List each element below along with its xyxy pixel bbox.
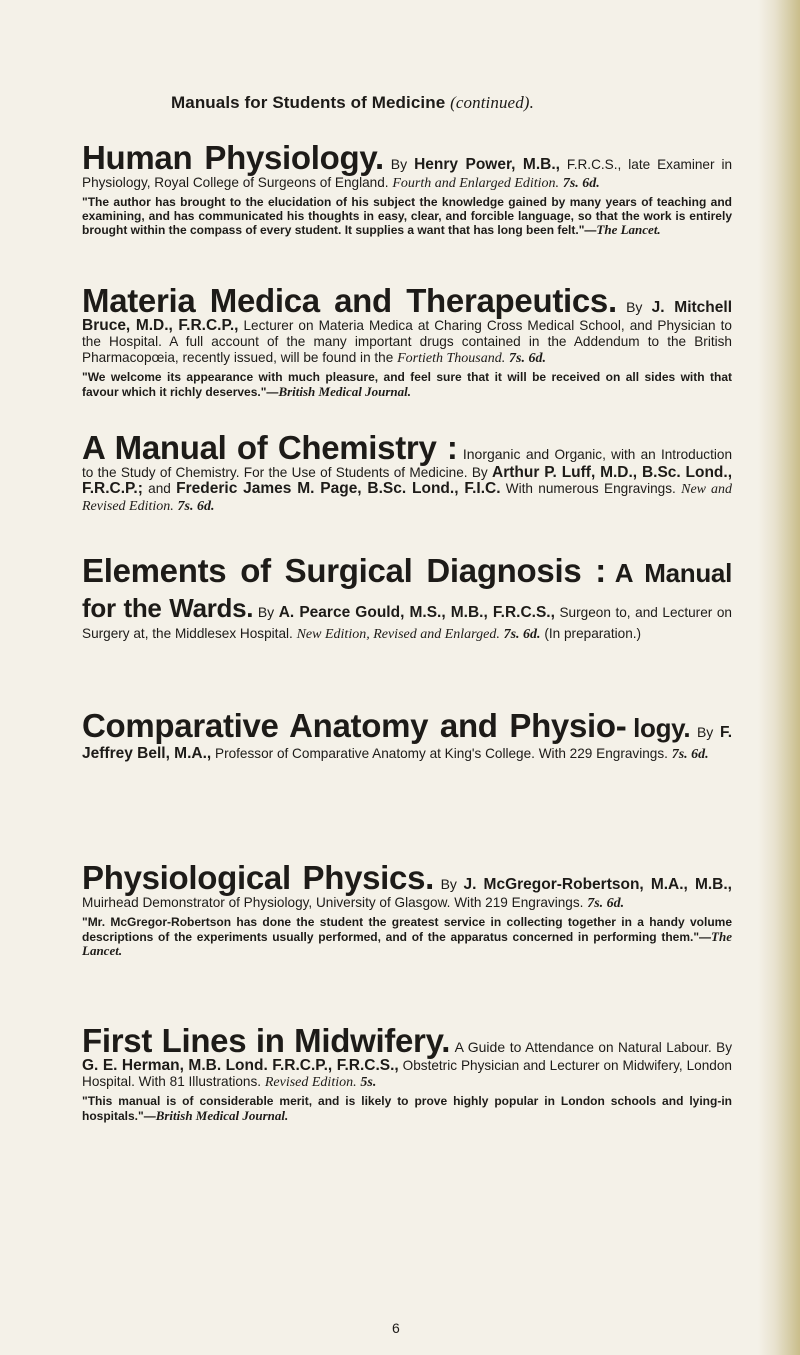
- entry-edition: Fortieth Thousand.: [397, 351, 506, 366]
- entry-details-2: With numerous Engravings.: [505, 481, 676, 496]
- entry-materia-medica: Materia Medica and Therapeutics. By J. Mitchell Bruce, M.D., F.R.C.P., Lecturer on Materia Medica at Charing Cross Medical School, and Physician to the Hospital. A full account of the many important drugs contained in the Addendum to the British Pharmacopœia, recently issued, will be found in the Fortieth Thousand. 7s. 6d. "We welcome its appearance with much pleasure, and feel sure that it will be received on all sides with that favour which it richly deserves."—British Medical Journal.: [82, 282, 733, 399]
- entry-details-2: Obstetric Physician and Lecturer on Midwifery, London Hospital. With 81 Illustrations.: [82, 1058, 732, 1089]
- entry-title: A Manual of Chemistry :: [82, 429, 458, 466]
- entry-physiological-physics: Physiological Physics. By J. McGregor-Robertson, M.A., M.B., Muirhead Demonstrator of Physiology, University of Glasgow. With 219 Engravings. 7s. 6d. "Mr. McGregor-Robertson has done the student the greatest service in collecting together in a handy volume descriptions of the experiments usually performed, and of the apparatus concerned in performing them."—The Lancet.: [82, 859, 732, 958]
- entry-author: Arthur P. Luff, M.D., B.Sc. Lond., F.R.C.P.;: [82, 464, 733, 497]
- entry-details: Attendance on Natural Labour. By: [525, 1040, 733, 1055]
- entry-title: Physiological Physics.: [82, 859, 435, 896]
- entry-details: Surgeon to, and Lecturer on Surgery at, the Middlesex Hospital.: [82, 605, 732, 641]
- entry-price: 5s.: [360, 1075, 377, 1090]
- entry-edition: Revised Edition.: [264, 1075, 357, 1090]
- entry-price: 7s. 6d.: [587, 896, 625, 911]
- entry-details: Organic, with an Introduction to the Study of Chemistry. For the Use of Students of Medicine. By: [82, 447, 733, 480]
- entry-title: Materia Medica and Therapeutics.: [82, 282, 617, 319]
- entry-edition: New and Revised Edition.: [82, 482, 733, 514]
- entry-author: A. Pearce Gould, M.S., M.B., F.R.C.S.,: [278, 604, 555, 621]
- header-continued: (continued).: [450, 93, 534, 112]
- entry-note: (In preparation.): [544, 626, 642, 641]
- page-header: [171, 93, 731, 113]
- entry-price: 7s. 6d.: [509, 351, 546, 366]
- entry-title-2: logy.: [633, 713, 691, 743]
- entry-author-2: Frederic James M. Page, B.Sc. Lond., F.I.C.: [176, 480, 501, 497]
- entry-author: Henry Power, M.B.,: [414, 156, 560, 173]
- entry-title: Elements of Surgical Diagnosis :: [82, 552, 606, 589]
- page-number: 6: [392, 1320, 400, 1336]
- entry-author: J. McGregor-Robertson, M.A., M.B.,: [463, 876, 732, 893]
- entry-price: 7s. 6d.: [562, 176, 600, 191]
- entry-surgical-diagnosis: Elements of Surgical Diagnosis : A Manual for the Wards. By A. Pearce Gould, M.S., M.B., F.R.C.S., Surgeon to, and Lecturer on Surgery at, the Middlesex Hospital. New Edition, Revised and Enlarged. 7s. 6d. (In preparation.): [82, 552, 733, 642]
- entry-details: Lecturer on Materia Medica at Charing Cross Medical School, and Physician to the Hospital. A full account of the many important drugs contained in the Addendum to the British Pharmacopœia, recently issued, will be found in the: [82, 318, 732, 365]
- header-text: Manuals for Students of Medicine: [171, 93, 446, 112]
- entry-price: 7s. 6d.: [503, 627, 541, 642]
- entry-author: F. Jeffrey Bell, M.A.,: [82, 724, 732, 762]
- entry-quote: "The author has brought to the elucidation of his subject the knowledge gained by many years of teaching and examining, and has communicated his thoughts in easy, clear, and forcible language, so that the work is entirely brought within the compass of every student. It supplies a want that has long been felt."—The Lancet.: [82, 195, 732, 237]
- entry-quote: "This manual is of considerable merit, and is likely to prove highly popular in London schools and lying-in hospitals."—British Medical Journal.: [82, 1094, 732, 1123]
- entry-details: Professor of Comparative Anatomy at King's College. With 229 Engravings.: [215, 746, 668, 761]
- entry-subtitle: A Guide to: [454, 1039, 522, 1055]
- entry-first-lines-midwifery: [82, 1023, 732, 1123]
- entry-manual-of-chemistry: A Manual of Chemistry : Inorganic and Organic, with an Introduction to the Study of Chemistry. For the Use of Students of Medicine. By Arthur P. Luff, M.D., B.Sc. Lond., F.R.C.P.; and Frederic James M. Page, B.Sc. Lond., F.I.C. With numerous Engravings. New and Revised Edition. 7s. 6d.: [82, 429, 733, 514]
- entry-details: F.R.C.S., late Examiner in Physiology, Royal College of Surgeons of England.: [82, 157, 733, 190]
- entry-subtitle: Inorganic and: [462, 446, 550, 462]
- entry-quote: "We welcome its appearance with much pleasure, and feel sure that it will be received on all sides with that favour which it richly deserves."—British Medical Journal.: [82, 370, 732, 399]
- entry-edition: New Edition, Revised and Enlarged.: [296, 627, 500, 642]
- entry-comparative-anatomy: Comparative Anatomy and Physio- logy. By F. Jeffrey Bell, M.A., Professor of Comparative Anatomy at King's College. With 229 Engravings. 7s. 6d.: [82, 707, 732, 762]
- entry-title: Comparative Anatomy and Physio-: [82, 707, 627, 744]
- entry-edition: Fourth and Enlarged Edition.: [392, 176, 560, 191]
- entry-author: G. E. Herman, M.B. Lond. F.R.C.P., F.R.C.S.,: [82, 1057, 399, 1074]
- entry-quote: "Mr. McGregor-Robertson has done the student the greatest service in collecting together in a handy volume descriptions of the experiments usually performed, and of the apparatus concerned in performing them."—The Lancet.: [82, 915, 732, 958]
- entry-title: First Lines in Midwifery.: [82, 1022, 451, 1059]
- entry-details: Muirhead Demonstrator of Physiology, University of Glasgow. With 219 Engravings.: [82, 895, 584, 910]
- entry-title: Human Physiology.: [82, 139, 384, 176]
- entry-price: 7s. 6d.: [671, 747, 709, 762]
- entry-human-physiology: Human Physiology. By Henry Power, M.B., F.R.C.S., late Examiner in Physiology, Royal College of Surgeons of England. Fourth and Enlarged Edition. 7s. 6d. "The author has brought to the elucidation of his subject the knowledge gained by many years of teaching and examining, and has communicated his thoughts in easy, clear, and forcible language, so that the work is entirely brought within the compass of every student. It supplies a want that has long been felt."—The Lancet.: [82, 139, 733, 237]
- entry-title-2: A Manual for the Wards.: [82, 558, 733, 623]
- entry-author: J. Mitchell Bruce, M.D., F.R.C.P.,: [82, 299, 733, 334]
- page-edge: [758, 0, 800, 1355]
- entry-price: 7s. 6d.: [177, 499, 215, 514]
